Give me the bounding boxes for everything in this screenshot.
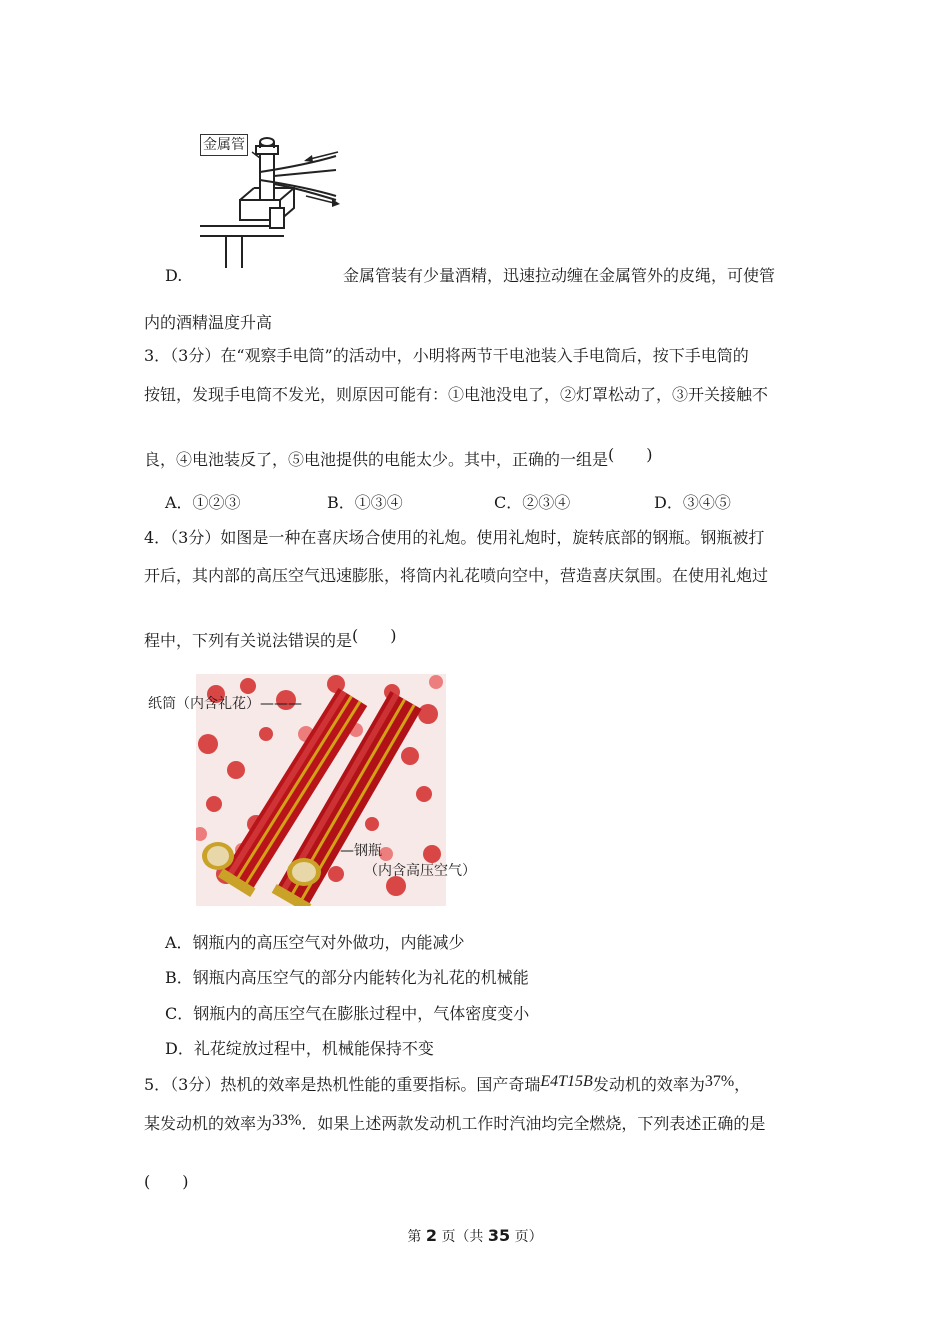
q4-option-a: A．钢瓶内的高压空气对外做功，内能减少 bbox=[165, 933, 465, 952]
q5-stem-line1 bbox=[144, 1075, 750, 1096]
q2-option-d-text-line2: 内的酒精温度升高 bbox=[144, 313, 273, 332]
q5-stem-part1: 5．（3分）热机的效率是热机性能的重要指标。国产奇瑞 bbox=[144, 1075, 541, 1094]
footer-total-pages: 35 bbox=[487, 1226, 511, 1245]
q3-option-a: A．①②③ bbox=[165, 493, 241, 512]
q5-stem-line2 bbox=[144, 1114, 765, 1135]
q3-stem-line1: 3．（3分）在“观察手电筒”的活动中，小明将两节干电池装入手电筒后，按下手电筒的 bbox=[144, 346, 749, 365]
q3-stem-line2: 按钮，发现手电筒不发光，则原因可能有：①电池没电了，②灯罩松动了，③开关接触不 bbox=[144, 385, 769, 404]
q4-stem-line1: 4．（3分）如图是一种在喜庆场合使用的礼炮。使用礼炮时，旋转底部的钢瓶。钢瓶被打 bbox=[144, 528, 765, 547]
q5-efficiency-2: 33% bbox=[272, 1112, 302, 1129]
q3-option-b: B．①③④ bbox=[327, 493, 403, 512]
q5-efficiency-1: 37% bbox=[704, 1073, 735, 1090]
q3-stem-line3 bbox=[144, 445, 653, 470]
q5-engine-model: E4T15B bbox=[540, 1073, 593, 1090]
steel-bottle-label-detail: （内含高压空气） bbox=[364, 863, 476, 879]
metal-tube-label: 金属管 bbox=[200, 134, 248, 156]
footer-prefix: 第 bbox=[407, 1229, 422, 1245]
metal-tube-diagram bbox=[196, 122, 346, 270]
q5-stem-part5: ．如果上述两款发动机工作时汽油均完全燃烧，下列表述正确的是 bbox=[301, 1114, 766, 1133]
q3-stem-text: 良，④电池装反了，⑤电池提供的电能太少。其中，正确的一组是 bbox=[144, 450, 609, 469]
q4-stem-line3 bbox=[144, 626, 397, 651]
q4-option-c: C．钢瓶内的高压空气在膨胀过程中，气体密度变小 bbox=[165, 1004, 530, 1023]
q4-option-d: D．礼花绽放过程中，机械能保持不变 bbox=[165, 1039, 434, 1058]
q4-stem-text: 程中，下列有关说法错误的是 bbox=[144, 631, 353, 650]
page-footer bbox=[0, 1226, 950, 1246]
q2-option-d-text-line1: 金属管装有少量酒精，迅速拉动缠在金属管外的皮绳，可使管 bbox=[343, 266, 776, 285]
q3-answer-blank: ( ) bbox=[608, 445, 653, 464]
q4-answer-blank: ( ) bbox=[352, 626, 397, 645]
q4-stem-line2: 开后，其内部的高压空气迅速膨胀，将筒内礼花喷向空中，营造喜庆氛围。在使用礼炮过 bbox=[144, 566, 769, 585]
q4-option-b: B．钢瓶内高压空气的部分内能转化为礼花的机械能 bbox=[165, 968, 529, 987]
footer-suffix: 页） bbox=[514, 1229, 543, 1245]
q5-stem-part3: ， bbox=[734, 1075, 751, 1094]
q3-option-d: D．③④⑤ bbox=[654, 493, 731, 512]
footer-mid: 页（共 bbox=[441, 1229, 484, 1245]
q5-answer-blank: ( ) bbox=[144, 1172, 189, 1191]
q5-stem-part2: 发动机的效率为 bbox=[592, 1075, 705, 1094]
q2-option-d-letter: D. bbox=[165, 266, 183, 285]
paper-tube-label: 纸筒（内含礼花）——— bbox=[148, 696, 302, 712]
q3-option-c: C．②③④ bbox=[494, 493, 571, 512]
q5-stem-part4: 某发动机的效率为 bbox=[144, 1114, 273, 1133]
steel-bottle-label: —钢瓶 bbox=[340, 843, 382, 859]
footer-page-number: 2 bbox=[425, 1226, 437, 1245]
